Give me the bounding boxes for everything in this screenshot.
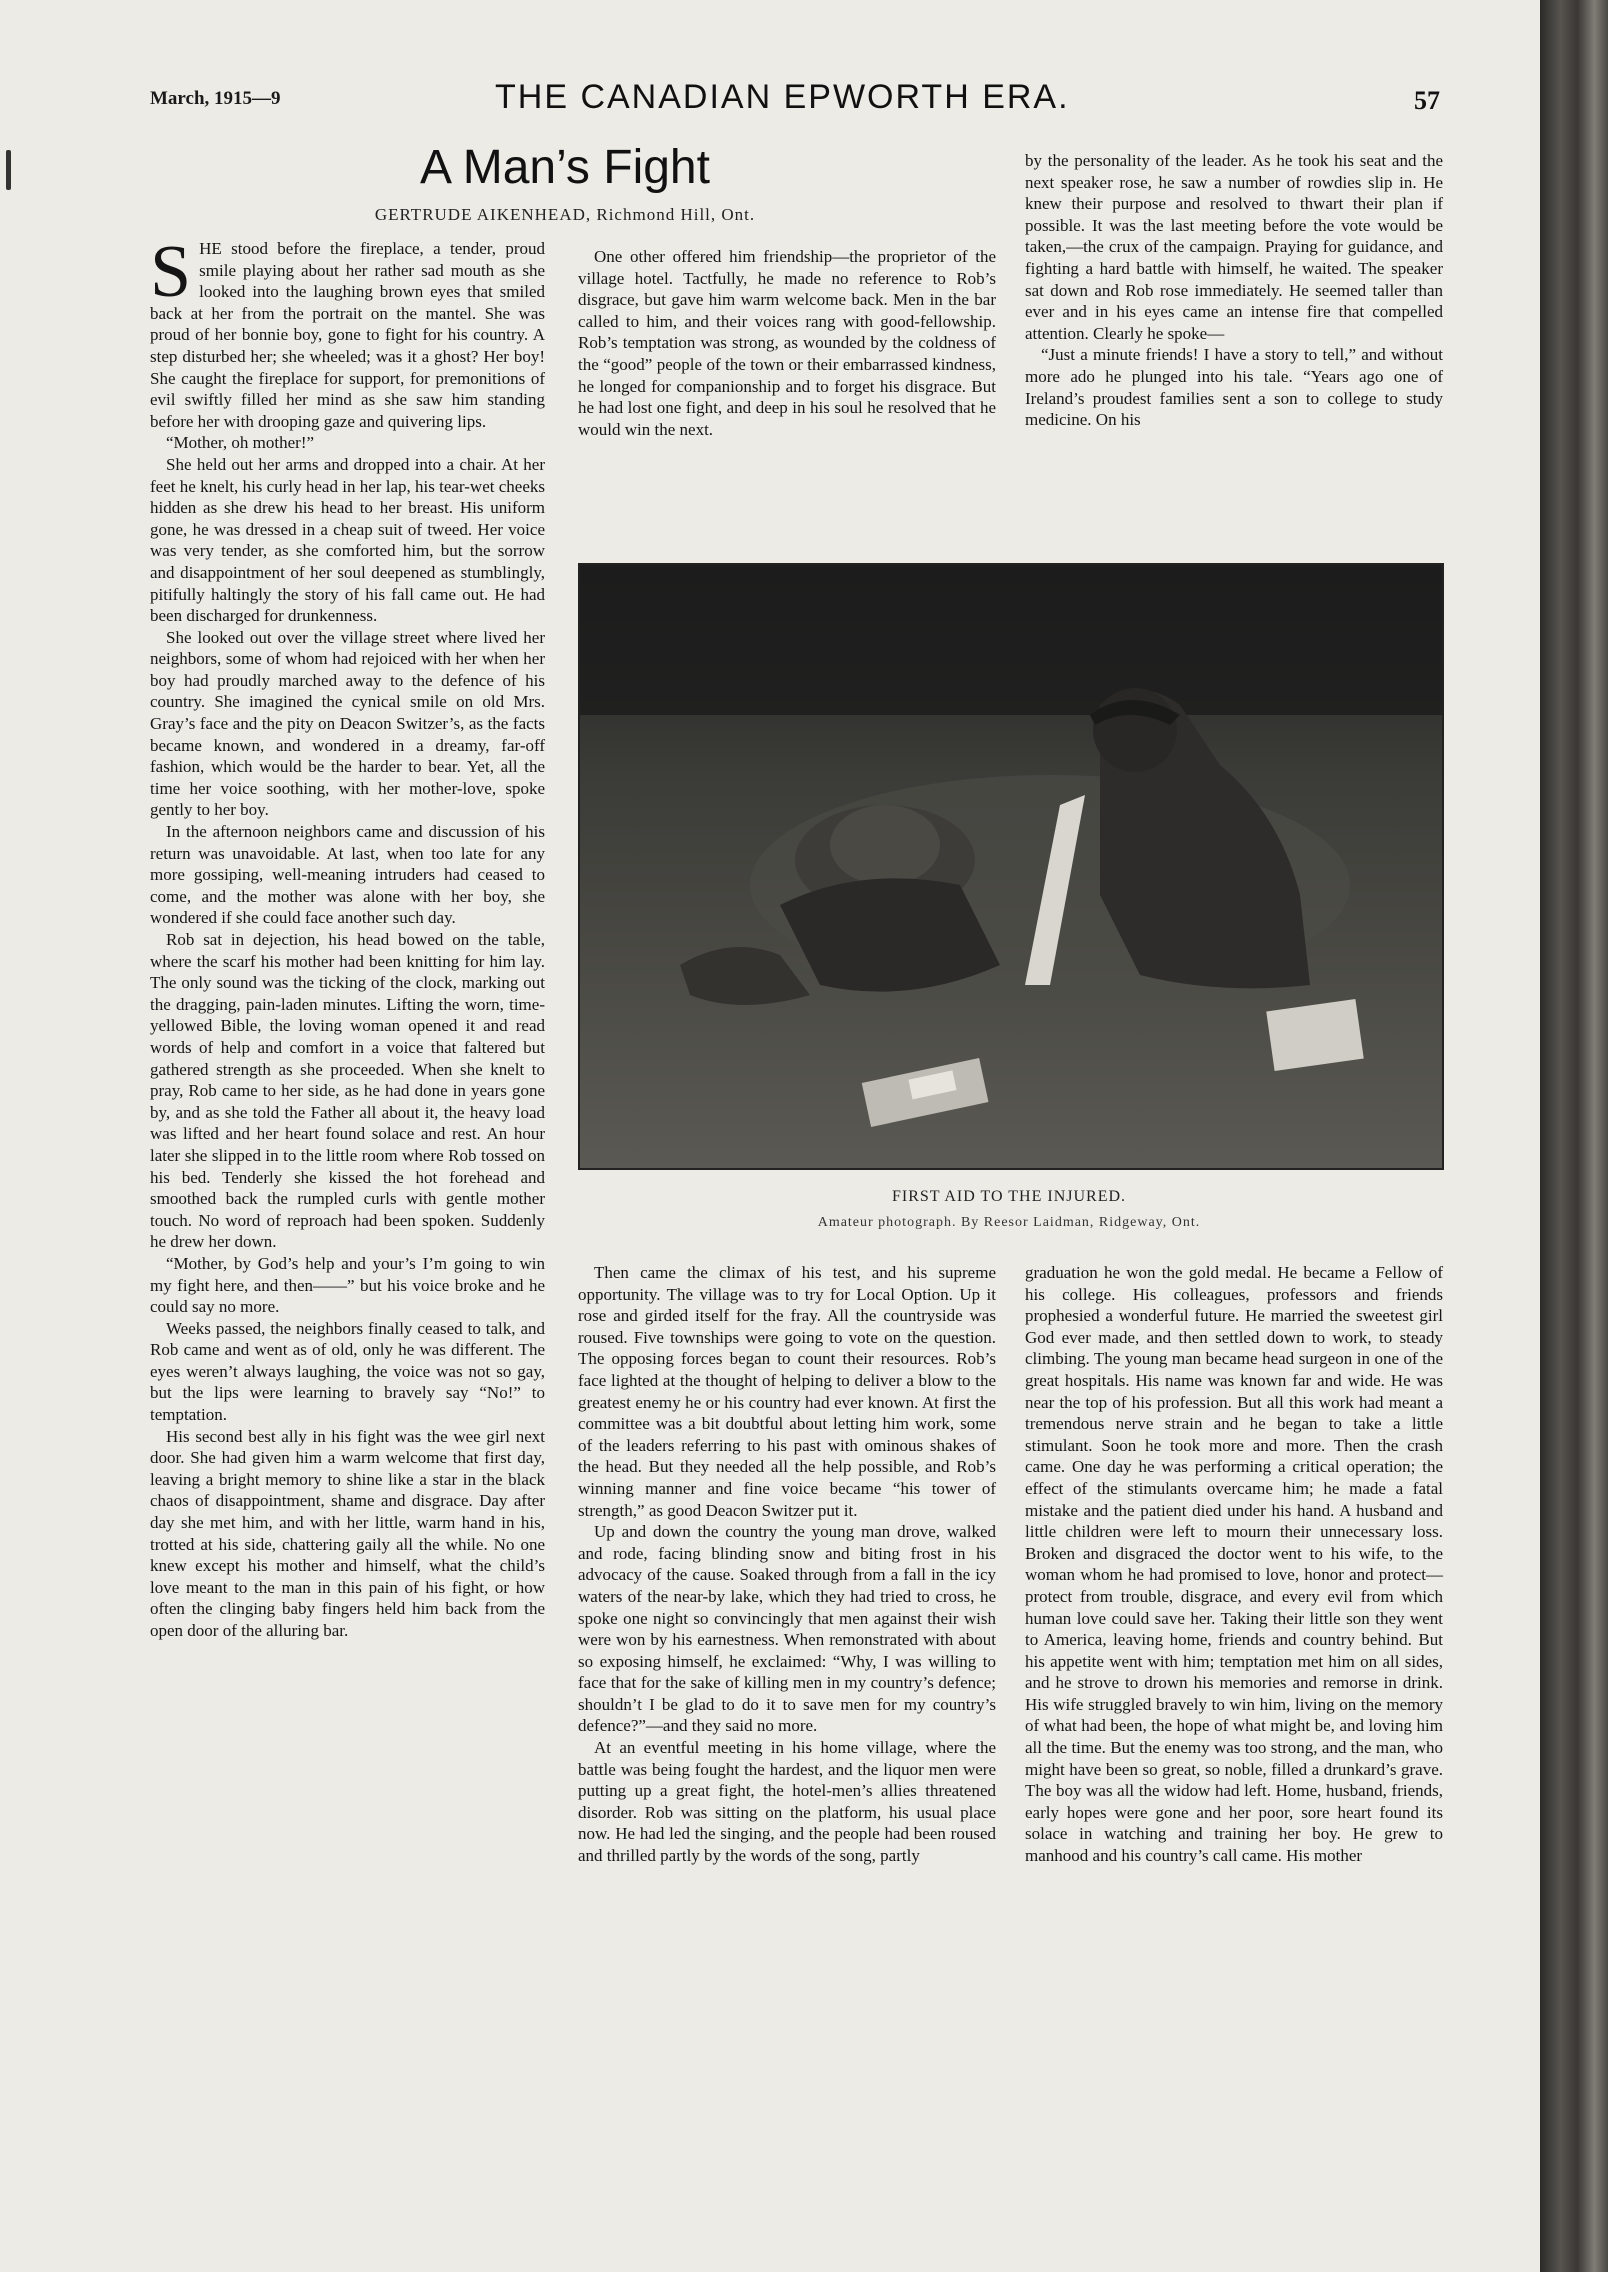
paragraph: Rob sat in dejection, his head bowed on the table, where the scarf his mother had been knitting for him lay. The only sound was the ticking of the clock, marking out the dragging, pain-laden minutes. Lifting the worn, time-yellowed Bible, the loving woman opened it and read words of help and comfort in a voice that faltered but gathered strength as she proceeded. When she knelt to pray, Rob came to her side, as he had done in years gone by, and as she told the Father all about it, the heavy load was lifted and her heart found solace and rest. An hour later she slipped in to the little room where Rob tossed on his bed. Tenderly she kissed the hot forehead and smoothed back the rumpled curls with gentle mother touch. No word of reproach had been spoken. Suddenly he drew her down. <box>150 930 545 1252</box>
margin-mark <box>6 150 11 190</box>
paragraph: Weeks passed, the neighbors finally ceased to talk, and Rob came and went as of old, only he was different. The eyes weren’t always laughing, the voice was not so gay, but the lips were learning to bravely say “No!” to temptation. <box>150 1318 545 1425</box>
running-head <box>150 78 1440 128</box>
paragraph: She held out her arms and dropped into a chair. At her feet he knelt, his curly head in her lap, his tear-wet cheeks hidden as she drew his head to her breast. His uniform gone, he was dressed in a cheap suit of tweed. Her voice was very tender, as she comforted him, but the sorrow and disappointment of her soul deepened as stumblingly, pitifully haltingly the story of his fall came out. He had been discharged for drunkenness. <box>150 454 545 626</box>
paragraph-text: HE stood before the fireplace, a tender, proud smile playing about her rather sad mouth as she looked into the laughing brown eyes that smiled back at her from the portrait on the mantel. She was proud of her bonnie boy, gone to fight for his country. A step disturbed her; she wheeled; was it a ghost? Her boy! She caught the fireplace for support, for premonitions of evil swiftly filled her mind as she saw him standing before her with drooping gaze and quivering lips. <box>150 239 545 431</box>
paragraph: “Mother, by God’s help and your’s I’m going to win my fight here, and then——” but his voice broke and he could say no more. <box>150 1253 545 1317</box>
paragraph <box>150 231 545 432</box>
photo-caption: FIRST AID TO THE INJURED. <box>891 1188 1127 1205</box>
paragraph: Up and down the country the young man drove, walked and rode, facing blinding snow and biting frost in his advocacy of the cause. Soaked through from a fall in the icy waters of the near-by lake, which they had tried to cross, he spoke one night so convincingly that men against their wish were won by his earnestness. When remonstrated with about so exposing himself, he exclaimed: “Why, I was willing to face that for the sake of killing men in my country’s defence; shouldn’t I be glad to do it to save men for my country’s defence?”—and they said no more. <box>578 1522 996 1736</box>
text-column-4 <box>578 1262 996 1867</box>
paragraph: by the personality of the leader. As he took his seat and the next speaker rose, he saw a number of rowdies slip in. He knew their purpose and resolved to thwart their plan if possible. It was the last meeting before the vote would be taken,—the crux of the campaign. Praying for guidance, and fighting a hard battle with himself, he waited. The speaker sat down and Rob rose immediately. He seemed taller than ever and in his eyes came an intense fire that compelled attention. Clearly he spoke— <box>1025 151 1443 343</box>
paragraph: Then came the climax of his test, and his supreme opportunity. The village was to try for Local Option. Up it rose and girded itself for the fray. All the countryside was roused. Five townships were going to vote on the question. The opposing forces began to count their resources. Rob’s face lighted at the thought of helping to deliver a blow to the greatest enemy he or his country had ever known. At first the committee was a bit doubtful about letting him work, some of the leaders referring to his past with ominous shakes of the head. But they needed all the help possible, and Rob’s winning manner and fine voice became “his tower of strength,” as good Deacon Switzer put it. <box>578 1263 996 1520</box>
photo-credit: Amateur photograph. By Reesor Laidman, Ridgeway, Ont. <box>817 1215 1201 1230</box>
paragraph: “Mother, oh mother!” <box>166 433 315 453</box>
article-title: A Man’s Fight <box>420 141 710 194</box>
paragraph: In the afternoon neighbors came and discussion of his return was unavoidable. At last, when too late for any more gossiping, well-meaning intruders had ceased to come, and the mother was alone with her boy, she wondered if she could face another such day. <box>150 822 545 928</box>
paragraph: His second best ally in his fight was the wee girl next door. She had given him a warm welcome that first day, leaving a bright memory to shine like a star in the black chaos of disappointment, shame and disgrace. Day after day she met him, and with her little, warm hand in his, trotted at his side, chattering gaily all the while. No one knew except his mother and himself, what the child’s love meant to the man in this pain of his fight, or how often the clinging baby fingers held him back from the open door of the alluring bar. <box>150 1426 545 1640</box>
issue-date: March, 1915—9 <box>150 88 281 109</box>
publication-title: THE CANADIAN EPWORTH ERA. <box>495 78 1070 116</box>
paragraph: “Just a minute friends! I have a story to tell,” and without more ado he plunged into his tale. “Years ago one of Ireland’s proudest families sent a son to college to study medicine. On his <box>1025 345 1443 430</box>
text-column-5 <box>1025 1262 1443 1867</box>
page-number: 57 <box>1414 86 1440 115</box>
first-aid-photograph <box>578 563 1444 1170</box>
paragraph: One other offered him friendship—the proprietor of the village hotel. Tactfully, he made no reference to Rob’s disgrace, but gave him warm welcome back. Men in the bar called to him, and their voices rang with good-fellowship. Rob’s temptation was strong, as wounded by the coldness of the “good” people of the town or their embarrassed kindness, he longed for companionship and to forget his disgrace. But he had lost one fight, and deep in his soul he resolved that he would win the next. <box>578 247 996 439</box>
photo-illustration <box>580 565 1442 1168</box>
text-column-3 <box>1025 150 1443 431</box>
paragraph: She looked out over the village street where lived her neighbors, some of whom had rejoiced with her when her boy had proudly marched away to the defence of his country. She imagined the cynical smile on old Mrs. Gray’s face and the pity on Deacon Switzer’s, as the facts became known, and wondered in a dreamy, far-off fashion, which would be the harder to bear. Yet, all the time her voice soothing, with her mother-love, spoke gently to her boy. <box>150 627 545 820</box>
text-column-1 <box>150 231 545 1642</box>
drop-cap: S <box>150 231 192 313</box>
article-byline: GERTRUDE AIKENHEAD, Richmond Hill, Ont. <box>374 205 756 224</box>
book-binding-edge <box>1540 0 1608 2272</box>
text-column-2 <box>578 246 996 440</box>
paragraph: At an eventful meeting in his home village, where the battle was being fought the hardest, and the liquor men were putting up a great fight, the hotel-men’s allies threatened disorder. Rob was sitting on the platform, his usual place now. He had led the singing, and the people had been roused and thrilled partly by the words of the song, partly <box>578 1738 996 1866</box>
paragraph: graduation he won the gold medal. He became a Fellow of his college. His colleagues, professors and friends prophesied a wonderful future. He married the sweetest girl God ever made, and then settled down to work, to steady climbing. The young man became head surgeon in one of the great hospitals. His name was known far and wide. He was near the top of his profession. But all this work had meant a tremendous nerve strain and he began to take a little stimulant. Soon he took more and more. Then the crash came. One day he was performing a critical operation; the effect of the stimulants overcame him; he made a fatal mistake and the patient died under his hand. A husband and little children were left to mourn their unnecessary loss. Broken and disgraced the doctor went to his wife, to the woman whom he had promised to love, honor and protect—protect from trouble, disgrace, and every evil from which human love could save her. Taking their little son they went to America, leaving home, friends and country behind. But his appetite went with him; temptation met him on all sides, and he strove to drown his memories and remorse in drink. His wife struggled bravely to win him, living on the memory of what had been, the hope of what might be, and loving him all the time. But the enemy was too strong, and the man, who might have been so great, so noble, filled a drunkard’s grave. The boy was all the widow had left. Home, husband, friends, early hopes were gone and her poor, sore heart found its solace in watching and training her boy. He grew to manhood and his country’s call came. His mother <box>1025 1263 1443 1866</box>
